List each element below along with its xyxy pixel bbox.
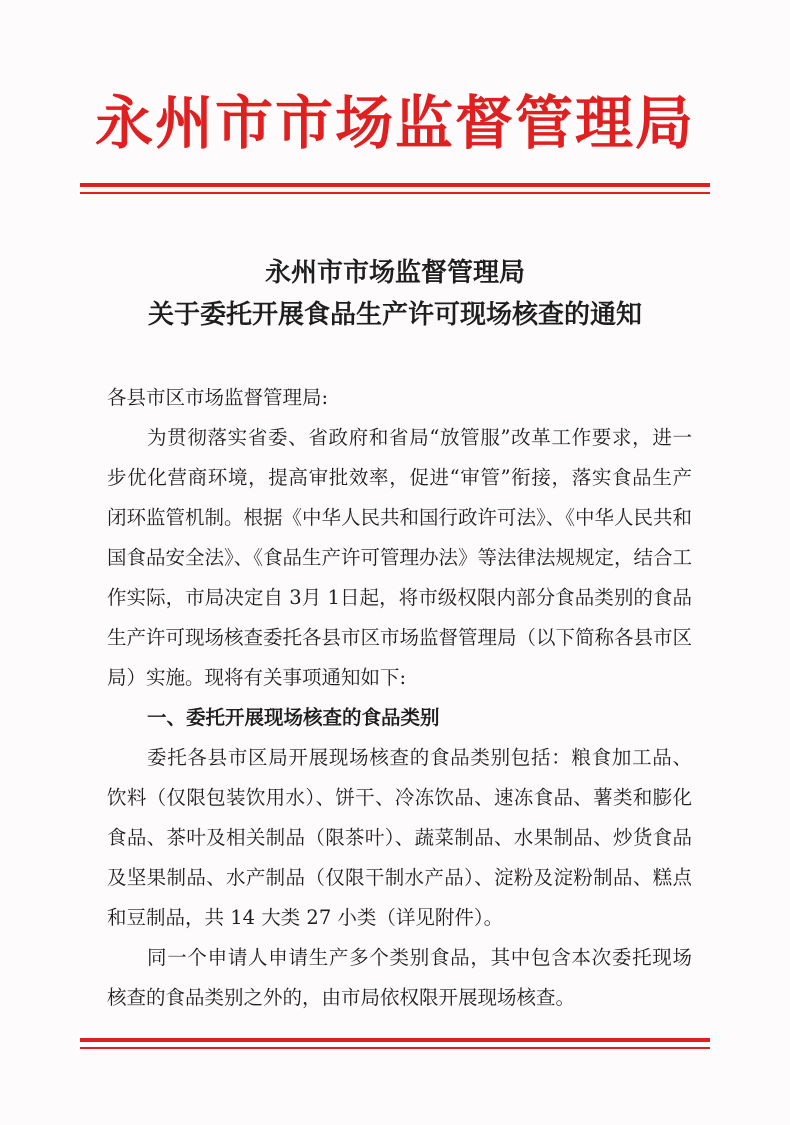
letterhead-title: 永州市市场监督管理局 <box>94 89 695 157</box>
footer-rule-thin <box>80 1047 710 1049</box>
body-paragraph: 为贯彻落实省委、省政府和省局“放管服”改革工作要求，进一步优化营商环境，提高审批效率，促进“审管”衔接，落实食品生产闭环监管机制。根据《中华人民共和国行政许可法》、《中华人民共和国食品安全法》、《食品生产许可管理办法》等法律法规规定，结合工作实际，市局决定自 3月 1日起，将市级权限内部分食品类别的食品生产许可现场核查委托各县市区市场监督管理局（以下简称各县市区局）实施。现将有关事项通知如下: <box>107 426 693 689</box>
section-heading: 一、委托开展现场核查的食品类别 <box>147 706 440 729</box>
letterhead-rule-thick <box>80 183 710 187</box>
document-title-line2: 关于委托开展食品生产许可现场核查的通知 <box>147 300 642 330</box>
body-paragraph: 同一个申请人申请生产多个类别食品，其中包含本次委托现场核查的食品类别之外的，由市局依权限开展现场核查。 <box>107 946 692 1009</box>
body-paragraph: 委托各县市区局开展现场核查的食品类别包括：粮食加工品、饮料（仅限包装饮用水）、饼干、冷冻饮品、速冻食品、薯类和膨化食品、茶叶及相关制品（限茶叶）、蔬菜制品、水果制品、炒货食品及坚果制品、水产制品（仅限干制水产品）、淀粉及淀粉制品、糕点和豆制品，共 14 大类 27 小类（详见附件）。 <box>107 746 692 929</box>
document-body <box>107 378 692 1018</box>
footer-rule-thick <box>80 1038 710 1042</box>
document-title-line1: 永州市市场监督管理局 <box>264 258 525 288</box>
salutation: 各县市区市场监督管理局: <box>107 386 329 409</box>
letterhead-rule-thin <box>80 192 710 194</box>
